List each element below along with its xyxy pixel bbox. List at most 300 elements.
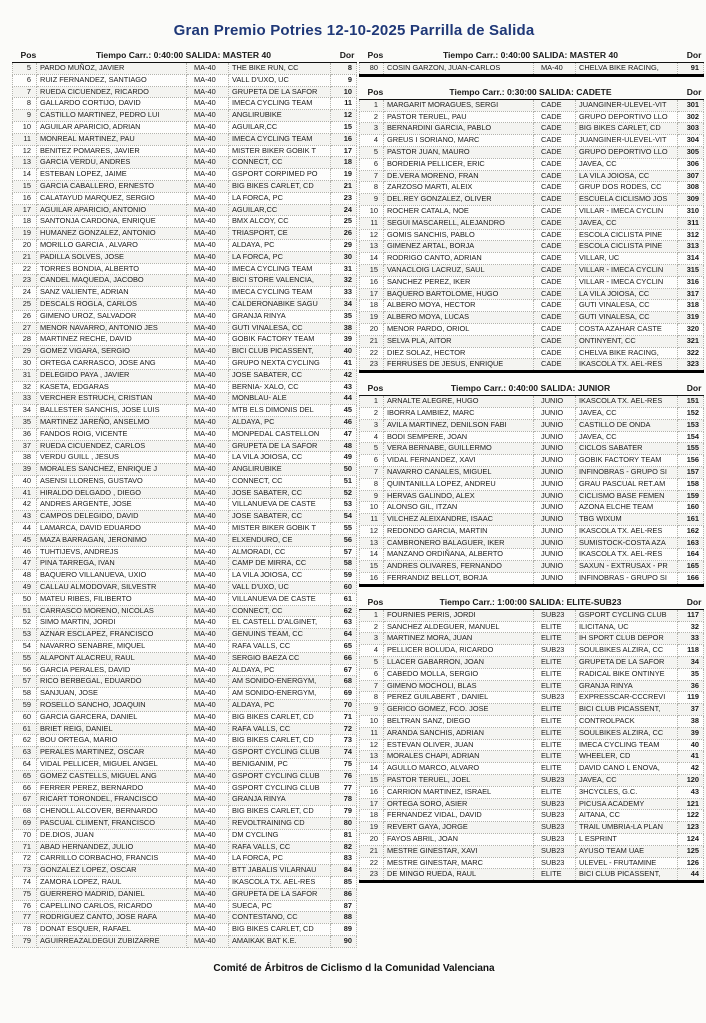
category-cell: MA-40	[187, 405, 229, 417]
rider-row	[360, 822, 704, 834]
pos-cell: 1	[360, 609, 384, 621]
rider-name-cell: BENITEZ POMARES, JAVIER	[37, 145, 187, 157]
dorsal-cell: 76	[331, 770, 357, 782]
pos-cell: 11	[360, 727, 384, 739]
rider-row	[360, 633, 704, 645]
category-cell: SUB23	[534, 845, 576, 857]
team-cell: CONNECT, CC	[229, 475, 331, 487]
pos-cell: 2	[360, 111, 384, 123]
team-cell: ESCOLA CICLISTA PINE	[576, 241, 678, 253]
pos-cell: 19	[360, 822, 384, 834]
dorsal-cell: 63	[331, 617, 357, 629]
rider-row	[13, 416, 357, 428]
team-cell: CASTILLO DE ONDA	[576, 419, 678, 431]
team-cell: JAVEA, CC	[576, 217, 678, 229]
team-cell: GSPORT CORPIMED PO	[229, 169, 331, 181]
pos-cell: 66	[13, 782, 37, 794]
dorsal-cell: 80	[331, 818, 357, 830]
rider-row	[360, 490, 704, 502]
table-elite-sub23	[359, 594, 704, 883]
team-cell: JOSE SABATER, CC	[229, 511, 331, 523]
rider-row	[13, 251, 357, 263]
rider-row	[13, 298, 357, 310]
team-cell: TBG WIXUM	[576, 514, 678, 526]
category-cell: MA-40	[187, 711, 229, 723]
dorsal-cell: 309	[678, 194, 704, 206]
category-cell: MA-40	[187, 617, 229, 629]
rider-name-cell: MARGARIT MORAGUES, SERGI	[384, 99, 534, 111]
rider-name-cell: PELLICER BOLUDA, RICARDO	[384, 645, 534, 657]
rider-row	[360, 158, 704, 170]
rider-name-cell: GUERRERO MADRID, DANIEL	[37, 888, 187, 900]
rider-row	[13, 180, 357, 192]
rider-name-cell: BERNARDINI GARCIA, PABLO	[384, 123, 534, 135]
team-cell: ONTINYENT, CC	[576, 335, 678, 347]
dorsal-cell: 122	[678, 810, 704, 822]
team-cell: THE BIKE RUN, CC	[229, 63, 331, 75]
rider-row	[13, 263, 357, 275]
rider-name-cell: MORALES SANCHEZ, ENRIQUE J	[37, 464, 187, 476]
rider-name-cell: COSIN GARZON, JUAN-CARLOS	[384, 63, 534, 76]
rider-row	[360, 478, 704, 490]
dorsal-cell: 51	[331, 475, 357, 487]
team-cell: ANGLIRUBIKE	[229, 110, 331, 122]
category-cell: MA-40	[187, 558, 229, 570]
rider-name-cell: MARTINEZ MORA, JUAN	[384, 633, 534, 645]
rider-name-cell: ROSELLO SANCHO, JOAQUIN	[37, 700, 187, 712]
dorsal-cell: 73	[331, 735, 357, 747]
rider-row	[13, 900, 357, 912]
rider-name-cell: ROCHER CATALA, NOE	[384, 205, 534, 217]
dorsal-cell: 81	[331, 829, 357, 841]
rider-row	[13, 86, 357, 98]
team-cell: SUECA, PC	[229, 900, 331, 912]
rider-name-cell: ANDRES ARGENTE, JOSE	[37, 499, 187, 511]
dorsal-cell: 18	[331, 157, 357, 169]
category-cell: MA-40	[187, 924, 229, 936]
dorsal-cell: 62	[331, 605, 357, 617]
team-cell: IMECA CYCLING TEAM	[229, 287, 331, 299]
rider-row	[360, 525, 704, 537]
team-cell: DM CYCLING	[229, 829, 331, 841]
category-cell: MA-40	[187, 98, 229, 110]
pos-cell: 21	[360, 335, 384, 347]
rider-row	[360, 869, 704, 882]
rider-row	[13, 133, 357, 145]
category-cell: MA-40	[187, 204, 229, 216]
pos-cell: 60	[13, 711, 37, 723]
rider-name-cell: FERRUSES DE JESUS, ENRIQUE	[384, 359, 534, 372]
dorsal-cell: 41	[331, 357, 357, 369]
dorsal-cell: 162	[678, 525, 704, 537]
category-cell: ELITE	[534, 727, 576, 739]
rider-row	[13, 582, 357, 594]
dorsal-cell: 12	[331, 110, 357, 122]
rider-row	[13, 287, 357, 299]
category-cell: JUNIO	[534, 525, 576, 537]
category-cell: MA-40	[187, 593, 229, 605]
pos-cell: 78	[13, 924, 37, 936]
pos-cell: 5	[360, 657, 384, 669]
rider-row	[13, 487, 357, 499]
rider-name-cell: CARRILLO CORBACHO, FRANCIS	[37, 853, 187, 865]
dorsal-cell: 59	[331, 570, 357, 582]
team-cell: 3HCYCLES, G.C.	[576, 786, 678, 798]
rider-row	[13, 912, 357, 924]
category-cell: SUB23	[534, 645, 576, 657]
rider-name-cell: BODI SEMPERE, JOAN	[384, 431, 534, 443]
rider-row	[360, 845, 704, 857]
rider-row	[360, 645, 704, 657]
team-cell: BIG BIKES CARLET, CD	[229, 180, 331, 192]
rider-row	[13, 110, 357, 122]
team-cell: ALMORADI, CC	[229, 546, 331, 558]
pos-cell: 39	[13, 464, 37, 476]
rider-name-cell: SELVA PLA, AITOR	[384, 335, 534, 347]
rider-row	[13, 405, 357, 417]
rider-name-cell: VERA BERNABE, GUILLERMO	[384, 443, 534, 455]
dorsal-cell: 152	[678, 407, 704, 419]
dorsal-cell: 306	[678, 158, 704, 170]
dorsal-cell: 318	[678, 300, 704, 312]
dorsal-cell: 126	[678, 857, 704, 869]
rider-row	[13, 346, 357, 358]
rider-name-cell: DONAT ESQUER, RAFAEL	[37, 924, 187, 936]
team-cell: CONTESTANO, CC	[229, 912, 331, 924]
pos-cell: 12	[360, 525, 384, 537]
team-cell: GRANJA RINYA	[576, 680, 678, 692]
dorsal-cell: 312	[678, 229, 704, 241]
team-cell: IKASCOLA TX. AEL-RES	[576, 396, 678, 408]
table-junior	[359, 380, 704, 587]
dorsal-cell: 48	[331, 440, 357, 452]
category-cell: MA-40	[187, 900, 229, 912]
pos-cell: 9	[360, 704, 384, 716]
team-cell: BICI CLUB PICASSENT,	[576, 704, 678, 716]
dorsal-cell: 38	[331, 322, 357, 334]
dorsal-cell: 57	[331, 546, 357, 558]
rider-name-cell: ZARZOSO MARTI, ALEIX	[384, 182, 534, 194]
team-cell: LA VILA JOIOSA, CC	[229, 452, 331, 464]
rider-row	[13, 475, 357, 487]
team-cell: ILICITANA, UC	[576, 621, 678, 633]
rider-name-cell: PERALES MARTINEZ, OSCAR	[37, 747, 187, 759]
rider-name-cell: VIDAL PELLICER, MIGUEL ANGEL	[37, 759, 187, 771]
team-cell: GRUPO NEXTA CYCLING	[229, 357, 331, 369]
team-cell: BIG BIKES CARLET, CD	[576, 123, 678, 135]
pos-cell: 13	[13, 157, 37, 169]
rider-row	[13, 735, 357, 747]
team-cell: GRAU PASCUAL RET.AM	[576, 478, 678, 490]
dorsal-cell: 304	[678, 135, 704, 147]
rider-row	[360, 146, 704, 158]
dorsal-cell: 314	[678, 253, 704, 265]
rider-name-cell: QUINTANILLA LOPEZ, ANDREU	[384, 478, 534, 490]
rider-name-cell: GREUS I SORIANO, MARC	[384, 135, 534, 147]
category-cell: SUB23	[534, 798, 576, 810]
rider-name-cell: MORALES CHAPI, ADRIAN	[384, 751, 534, 763]
pos-cell: 54	[13, 641, 37, 653]
team-cell: JAVEA, CC	[576, 158, 678, 170]
rider-row	[360, 549, 704, 561]
pos-cell: 13	[360, 241, 384, 253]
rider-row	[360, 775, 704, 787]
rider-row	[360, 609, 704, 621]
category-cell: MA-40	[187, 334, 229, 346]
team-cell: VILLAR - IMECA CYCLIN	[576, 276, 678, 288]
rider-name-cell: GOMEZ CASTELLS, MIGUEL ANG	[37, 770, 187, 782]
rider-row	[13, 617, 357, 629]
dorsal-cell: 305	[678, 146, 704, 158]
team-cell: JUANGINER-ULEVEL-VIT	[576, 99, 678, 111]
rider-name-cell: TUHTIJEVS, ANDREJS	[37, 546, 187, 558]
rider-row	[360, 359, 704, 372]
team-cell: RAFA VALLS, CC	[229, 641, 331, 653]
dorsal-cell: 47	[331, 428, 357, 440]
category-cell: CADE	[534, 288, 576, 300]
pos-cell: 9	[13, 110, 37, 122]
category-cell: JUNIO	[534, 537, 576, 549]
rider-row	[360, 502, 704, 514]
rider-row	[360, 111, 704, 123]
category-cell: MA-40	[534, 63, 576, 76]
dorsal-cell: 60	[331, 582, 357, 594]
team-cell: ELXENDURO, CE	[229, 534, 331, 546]
rider-row	[13, 393, 357, 405]
rider-row	[13, 121, 357, 133]
rider-name-cell: ALBERO MOYA, HECTOR	[384, 300, 534, 312]
rider-name-cell: AZNAR ESCLAPEZ, FRANCISCO	[37, 629, 187, 641]
rider-row	[13, 853, 357, 865]
dorsal-cell: 303	[678, 123, 704, 135]
pos-cell: 19	[360, 312, 384, 324]
category-cell: MA-40	[187, 829, 229, 841]
dorsal-cell: 34	[678, 657, 704, 669]
rider-name-cell: FANDOS ROIG, VICENTE	[37, 428, 187, 440]
header-dor-label: Dor	[331, 47, 357, 63]
category-cell: MA-40	[187, 239, 229, 251]
two-column-layout	[12, 47, 702, 955]
team-cell: GRUPETA DE LA SAFOR	[229, 440, 331, 452]
pos-cell: 22	[360, 857, 384, 869]
dorsal-cell: 71	[331, 711, 357, 723]
pos-cell: 49	[13, 582, 37, 594]
team-cell: GRUPO DEPORTIVO LLO	[576, 111, 678, 123]
rider-name-cell: RICART TORONDEL, FRANCISCO	[37, 794, 187, 806]
dorsal-cell: 32	[331, 275, 357, 287]
category-cell: MA-40	[187, 818, 229, 830]
rider-name-cell: DE.VERA MORENO, FRAN	[384, 170, 534, 182]
pos-cell: 14	[360, 763, 384, 775]
team-cell: AM SONIDO-ENERGYM,	[229, 688, 331, 700]
rider-row	[360, 573, 704, 586]
rider-name-cell: MENOR PARDO, ORIOL	[384, 323, 534, 335]
pos-cell: 1	[360, 99, 384, 111]
rider-name-cell: ZAMORA LOPEZ, RAUL	[37, 876, 187, 888]
category-cell: MA-40	[187, 782, 229, 794]
rider-name-cell: NAVARRO CANALES, MIGUEL	[384, 466, 534, 478]
category-cell: MA-40	[187, 416, 229, 428]
pos-cell: 15	[360, 775, 384, 787]
rider-name-cell: DE MINGO RUEDA, RAUL	[384, 869, 534, 882]
team-cell: CICLISMO BASE FEMEN	[576, 490, 678, 502]
team-cell: GSPORT CYCLING CLUB	[229, 747, 331, 759]
dorsal-cell: 30	[331, 251, 357, 263]
pos-cell: 15	[360, 264, 384, 276]
rider-name-cell: GOMEZ VIGARA, SERGIO	[37, 346, 187, 358]
team-cell: BERNIA- XALO, CC	[229, 381, 331, 393]
pos-cell: 44	[13, 523, 37, 535]
category-cell: MA-40	[187, 121, 229, 133]
category-cell: MA-40	[187, 63, 229, 75]
pos-cell: 12	[13, 145, 37, 157]
rider-name-cell: GONZALEZ LOPEZ, OSCAR	[37, 865, 187, 877]
rider-name-cell: CAMBRONERO BALAGUER, IKER	[384, 537, 534, 549]
dorsal-cell: 17	[331, 145, 357, 157]
rider-row	[13, 794, 357, 806]
category-cell: MA-40	[187, 888, 229, 900]
dorsal-cell: 64	[331, 629, 357, 641]
team-cell: MTB ELS DIMONIS DEL	[229, 405, 331, 417]
category-cell: MA-40	[187, 546, 229, 558]
team-cell: JOSE SABATER, CC	[229, 487, 331, 499]
pos-cell: 40	[13, 475, 37, 487]
rider-name-cell: ALAPONT ALACREU, RAUL	[37, 652, 187, 664]
rider-row	[13, 688, 357, 700]
team-cell: ALDAYA, PC	[229, 700, 331, 712]
team-cell: AYUSO TEAM UAE	[576, 845, 678, 857]
rider-name-cell: BAQUERO VILLANUEVA, UXIO	[37, 570, 187, 582]
rider-name-cell: VILCHEZ ALEIXANDRE, ISAAC	[384, 514, 534, 526]
dorsal-cell: 39	[331, 334, 357, 346]
dorsal-cell: 308	[678, 182, 704, 194]
dorsal-cell: 53	[331, 499, 357, 511]
dorsal-cell: 164	[678, 549, 704, 561]
rider-name-cell: MANZANO ORDIÑANA, ALBERTO	[384, 549, 534, 561]
team-cell: IMECA CYCLING TEAM	[229, 98, 331, 110]
category-cell: JUNIO	[534, 573, 576, 586]
pos-cell: 10	[360, 716, 384, 728]
dorsal-cell: 24	[331, 204, 357, 216]
team-cell: GRUPETA DE LA SAFOR	[576, 657, 678, 669]
rider-row	[13, 157, 357, 169]
pos-cell: 69	[13, 818, 37, 830]
dorsal-cell: 119	[678, 692, 704, 704]
rider-row	[13, 98, 357, 110]
rider-name-cell: ORTEGA CARRASCO, JOSE ANG	[37, 357, 187, 369]
team-cell: GSPORT CYCLING CLUB	[229, 770, 331, 782]
rider-name-cell: SANZ VALIENTE, ADRIAN	[37, 287, 187, 299]
category-cell: SUB23	[534, 775, 576, 787]
category-cell: MA-40	[187, 310, 229, 322]
team-cell: ULEVEL - FRUTAMINE	[576, 857, 678, 869]
rider-name-cell: MESTRE GINESTAR, MARC	[384, 857, 534, 869]
rider-name-cell: MATEU RIBES, FILIBERTO	[37, 593, 187, 605]
rider-name-cell: CARRION MARTINEZ, ISRAEL	[384, 786, 534, 798]
rider-row	[13, 570, 357, 582]
rider-row	[360, 621, 704, 633]
dorsal-cell: 319	[678, 312, 704, 324]
pos-cell: 3	[360, 419, 384, 431]
pos-cell: 16	[360, 573, 384, 586]
category-cell: MA-40	[187, 464, 229, 476]
team-cell: BICI CLUB PICASSENT,	[576, 869, 678, 882]
team-cell: IH SPORT CLUB DEPOR	[576, 633, 678, 645]
team-cell: BIG BIKES CARLET, CD	[229, 924, 331, 936]
rider-row	[360, 323, 704, 335]
rider-row	[360, 466, 704, 478]
dorsal-cell: 78	[331, 794, 357, 806]
category-cell: CADE	[534, 146, 576, 158]
dorsal-cell: 307	[678, 170, 704, 182]
dorsal-cell: 25	[331, 216, 357, 228]
rider-name-cell: AGUILAR APARICIO, ANTONIO	[37, 204, 187, 216]
dorsal-cell: 166	[678, 573, 704, 586]
dorsal-cell: 317	[678, 288, 704, 300]
category-cell: JUNIO	[534, 396, 576, 408]
rider-row	[13, 334, 357, 346]
pos-cell: 16	[360, 786, 384, 798]
rider-name-cell: PEREZ GUILABERT , DANIEL	[384, 692, 534, 704]
category-cell: MA-40	[187, 393, 229, 405]
rider-name-cell: CAMPOS DELEGIDO, DAVID	[37, 511, 187, 523]
category-cell: MA-40	[187, 582, 229, 594]
category-cell: CADE	[534, 229, 576, 241]
team-cell: GRANJA RINYA	[229, 794, 331, 806]
category-cell: MA-40	[187, 770, 229, 782]
dorsal-cell: 38	[678, 716, 704, 728]
rider-row	[360, 455, 704, 467]
pos-cell: 72	[13, 853, 37, 865]
category-cell: JUNIO	[534, 431, 576, 443]
category-cell: MA-40	[187, 251, 229, 263]
rider-name-cell: ABAD HERNANDEZ, JULIO	[37, 841, 187, 853]
dorsal-cell: 79	[331, 806, 357, 818]
rider-row	[360, 431, 704, 443]
pos-cell: 35	[13, 416, 37, 428]
pos-cell: 9	[360, 490, 384, 502]
rider-row	[13, 605, 357, 617]
dorsal-cell: 77	[331, 782, 357, 794]
rider-name-cell: FERNANDEZ VIDAL, DAVID	[384, 810, 534, 822]
team-cell: GRUPETA DE LA SAFOR	[229, 86, 331, 98]
rider-name-cell: SIMO MARTIN, JORDI	[37, 617, 187, 629]
pos-cell: 33	[13, 393, 37, 405]
dorsal-cell: 42	[331, 369, 357, 381]
category-cell: MA-40	[187, 806, 229, 818]
category-cell: MA-40	[187, 629, 229, 641]
dorsal-cell: 124	[678, 834, 704, 846]
category-cell: JUNIO	[534, 549, 576, 561]
dorsal-cell: 40	[678, 739, 704, 751]
rider-row	[13, 641, 357, 653]
pos-cell: 9	[360, 194, 384, 206]
rider-name-cell: GARCIA GARCERA, DANIEL	[37, 711, 187, 723]
dorsal-cell: 21	[331, 180, 357, 192]
dorsal-cell: 72	[331, 723, 357, 735]
pos-cell: 10	[360, 502, 384, 514]
rider-name-cell: FERRER PEREZ, BERNARDO	[37, 782, 187, 794]
dorsal-cell: 165	[678, 561, 704, 573]
dorsal-cell: 43	[331, 381, 357, 393]
pos-cell: 27	[13, 322, 37, 334]
team-cell: CHELVA BIKE RACING,	[576, 347, 678, 359]
rider-name-cell: HUMANEZ GONZALEZ, ANTONIO	[37, 228, 187, 240]
rider-name-cell: LLACER GABARRON, JOAN	[384, 657, 534, 669]
rider-row	[13, 204, 357, 216]
dorsal-cell: 8	[331, 63, 357, 75]
pos-cell: 64	[13, 759, 37, 771]
